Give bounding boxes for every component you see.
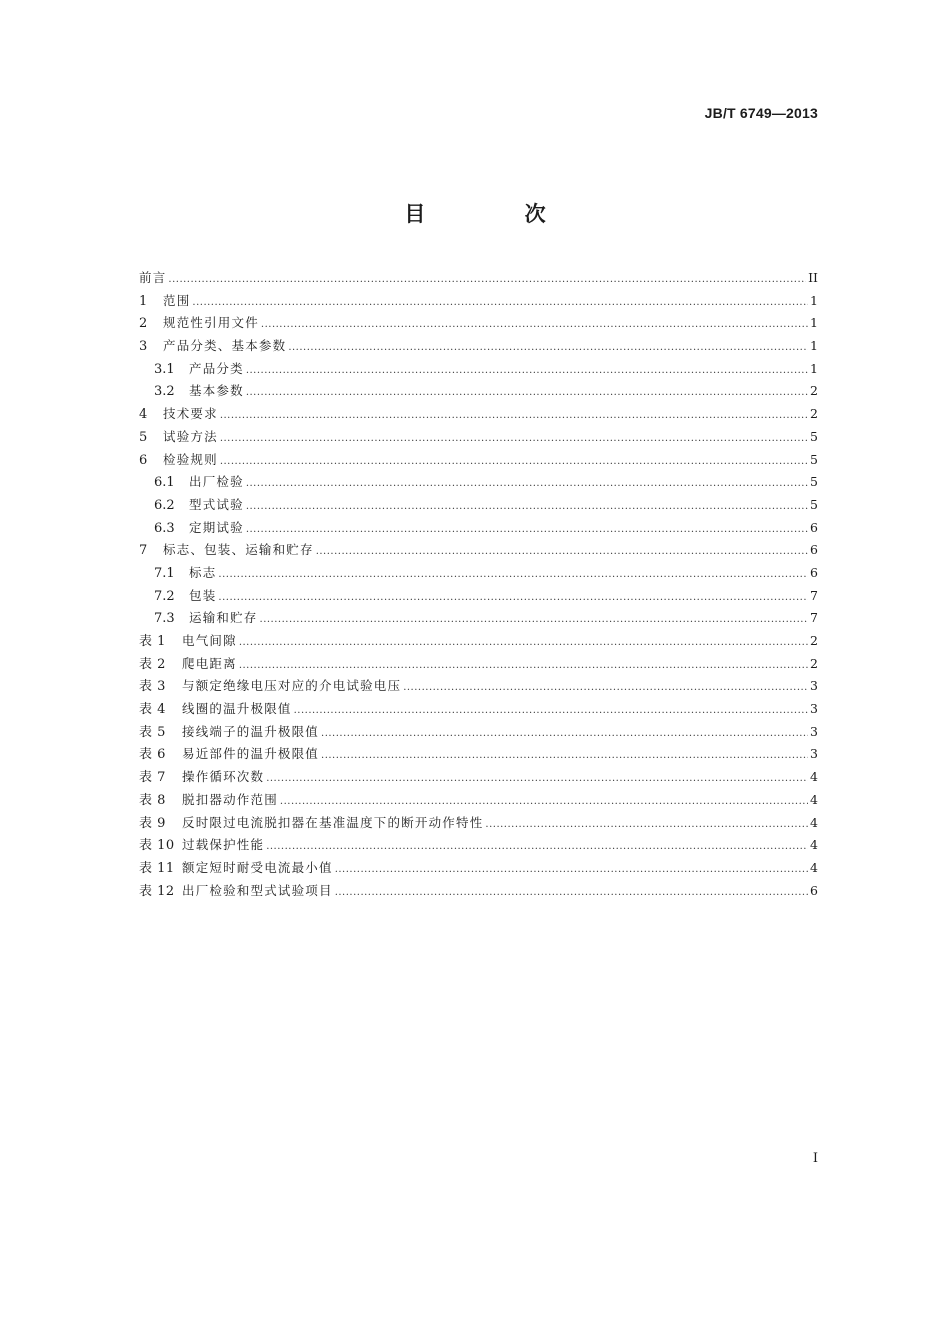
toc-entry-page: 1 <box>810 315 818 331</box>
toc-entry-title: 运输和贮存 <box>189 610 258 626</box>
toc-entry-number: 表 5 <box>139 724 166 740</box>
toc-entry-number: 表 3 <box>139 679 166 695</box>
toc-leader-dots <box>485 814 808 837</box>
toc-entry-number: 2 <box>139 316 148 332</box>
toc-entry-title: 定期试验 <box>189 519 244 535</box>
document-code: JB/T 6749—2013 <box>704 105 818 121</box>
toc-entry[interactable] <box>139 471 818 494</box>
toc-entry-number: 6 <box>139 452 148 468</box>
toc-entry-page: 1 <box>810 360 818 376</box>
toc-entry[interactable] <box>139 653 818 676</box>
toc-entry-title: 接线端子的温升极限值 <box>182 723 320 739</box>
toc-entry-title: 范围 <box>163 292 191 308</box>
toc-entry-title: 脱扣器动作范围 <box>182 791 278 807</box>
toc-entry-page: 7 <box>810 587 818 603</box>
toc-leader-dots <box>321 745 808 768</box>
toc-entry[interactable] <box>139 403 818 426</box>
toc-entry[interactable] <box>139 267 818 290</box>
toc-entry-title: 型式试验 <box>189 496 244 512</box>
toc-entry-number: 表 4 <box>139 702 166 718</box>
toc-entry-title: 过载保护性能 <box>182 837 265 853</box>
toc-entry-title: 操作循环次数 <box>182 769 265 785</box>
table-of-contents <box>139 267 818 902</box>
toc-entry-number: 5 <box>139 429 148 445</box>
toc-entry[interactable] <box>139 789 818 812</box>
toc-leader-dots <box>220 428 808 451</box>
toc-leader-dots <box>168 269 806 292</box>
toc-entry[interactable] <box>139 834 818 857</box>
toc-leader-dots <box>288 337 808 360</box>
toc-entry-number: 6.3 <box>154 520 175 536</box>
toc-leader-dots <box>335 882 808 905</box>
toc-entry-number: 7.1 <box>154 565 175 581</box>
toc-entry[interactable] <box>139 290 818 313</box>
toc-entry-number: 表 8 <box>139 792 166 808</box>
toc-entry[interactable] <box>139 335 818 358</box>
toc-entry-number: 表 7 <box>139 770 166 786</box>
toc-entry-page: 3 <box>810 701 818 717</box>
toc-entry[interactable] <box>139 721 818 744</box>
toc-entry[interactable] <box>139 585 818 608</box>
toc-leader-dots <box>192 292 808 315</box>
toc-entry-title: 规范性引用文件 <box>163 315 259 331</box>
toc-entry-page: 4 <box>810 859 818 875</box>
toc-entry-title: 电气间隙 <box>182 633 237 648</box>
toc-entry[interactable] <box>139 743 818 766</box>
toc-entry[interactable] <box>139 517 818 540</box>
toc-leader-dots <box>335 859 808 882</box>
toc-entry-title: 反时限过电流脱扣器在基准温度下的断开动作特性 <box>182 814 484 830</box>
toc-entry[interactable] <box>139 698 818 721</box>
toc-leader-dots <box>266 836 808 859</box>
toc-entry-title: 包装 <box>189 587 217 603</box>
page-title: 目 次 <box>404 202 592 226</box>
toc-leader-dots <box>220 451 808 474</box>
toc-entry-number: 3 <box>139 339 148 355</box>
toc-entry-number: 表 1 <box>139 634 166 649</box>
toc-entry-page: 6 <box>810 882 818 898</box>
toc-leader-dots <box>321 723 808 746</box>
toc-entry-number: 1 <box>139 293 148 309</box>
toc-entry-number: 7 <box>139 543 148 559</box>
toc-entry-page: 3 <box>810 746 818 762</box>
toc-entry-title: 基本参数 <box>189 383 244 399</box>
toc-entry-page: 4 <box>810 837 818 853</box>
toc-entry-page: 2 <box>810 406 818 422</box>
toc-entry-page: 1 <box>810 338 818 354</box>
toc-entry-number: 3.1 <box>154 361 175 377</box>
toc-entry-number: 表 6 <box>139 747 166 763</box>
toc-entry-page: 4 <box>810 769 818 785</box>
toc-entry[interactable] <box>139 880 818 903</box>
toc-entry-page: 3 <box>810 678 818 694</box>
toc-entry-page: 5 <box>810 428 818 444</box>
toc-entry-title: 技术要求 <box>163 406 218 422</box>
toc-leader-dots <box>246 382 808 405</box>
toc-entry-number: 6.1 <box>154 475 175 491</box>
toc-entry-page: 6 <box>810 564 818 580</box>
toc-leader-dots <box>261 314 808 337</box>
toc-entry-title: 额定短时耐受电流最小值 <box>182 859 333 875</box>
toc-leader-dots <box>316 541 808 564</box>
toc-entry-page: II <box>808 270 818 285</box>
toc-entry-title: 产品分类、基本参数 <box>163 338 287 354</box>
toc-leader-dots <box>239 655 808 678</box>
toc-entry-page: 2 <box>810 383 818 399</box>
toc-leader-dots <box>239 632 808 655</box>
toc-entry-number: 6.2 <box>154 497 175 513</box>
toc-leader-dots <box>403 677 808 700</box>
toc-entry-page: 6 <box>810 519 818 535</box>
toc-entry[interactable] <box>139 607 818 630</box>
toc-entry-number: 表 2 <box>139 656 166 672</box>
toc-entry-page: 1 <box>810 292 818 308</box>
toc-leader-dots <box>246 519 808 542</box>
toc-entry-number: 7.3 <box>154 611 175 627</box>
toc-leader-dots <box>220 405 808 428</box>
toc-entry[interactable] <box>139 539 818 562</box>
toc-entry-title: 出厂检验 <box>189 474 244 490</box>
toc-entry[interactable] <box>139 380 818 403</box>
page-number: I <box>812 1151 818 1166</box>
toc-entry-page: 2 <box>810 633 818 648</box>
toc-entry-number: 7.2 <box>154 588 175 604</box>
toc-entry-title: 与额定绝缘电压对应的介电试验电压 <box>182 678 402 694</box>
toc-entry[interactable] <box>139 312 818 335</box>
toc-entry-number: 3.2 <box>154 384 175 400</box>
toc-entry-number: 表 11 <box>139 860 175 876</box>
toc-leader-dots <box>266 768 808 791</box>
toc-entry-page: 3 <box>810 723 818 739</box>
toc-entry-title: 出厂检验和型式试验项目 <box>182 882 333 898</box>
toc-leader-dots <box>294 700 808 723</box>
toc-entry-page: 6 <box>810 542 818 558</box>
toc-entry[interactable] <box>139 494 818 517</box>
toc-entry-title: 标志、包装、运输和贮存 <box>163 542 314 558</box>
toc-entry-title: 前言 <box>139 270 167 285</box>
toc-entry-title: 易近部件的温升极限值 <box>182 746 320 762</box>
toc-entry-number: 表 9 <box>139 815 166 831</box>
toc-entry-number: 表 10 <box>139 838 175 854</box>
toc-entry-number: 表 12 <box>139 883 175 899</box>
toc-leader-dots <box>280 791 808 814</box>
toc-leader-dots <box>218 587 808 610</box>
toc-entry-number: 4 <box>139 407 148 423</box>
toc-entry-title: 产品分类 <box>189 360 244 376</box>
toc-entry[interactable] <box>139 630 818 653</box>
toc-entry[interactable] <box>139 562 818 585</box>
toc-entry[interactable] <box>139 857 818 880</box>
toc-entry[interactable] <box>139 766 818 789</box>
toc-entry-title: 标志 <box>189 564 217 580</box>
toc-leader-dots <box>218 564 808 587</box>
toc-entry-page: 5 <box>810 451 818 467</box>
toc-entry[interactable] <box>139 358 818 381</box>
toc-leader-dots <box>260 609 808 632</box>
toc-entry-title: 检验规则 <box>163 451 218 467</box>
toc-entry-page: 5 <box>810 496 818 512</box>
toc-entry[interactable] <box>139 449 818 472</box>
toc-entry-title: 爬电距离 <box>182 655 237 671</box>
toc-entry-page: 2 <box>810 655 818 671</box>
toc-leader-dots <box>246 496 808 519</box>
toc-leader-dots <box>246 360 808 383</box>
toc-entry[interactable] <box>139 812 818 835</box>
toc-entry-page: 7 <box>810 610 818 626</box>
toc-entry-title: 试验方法 <box>163 428 218 444</box>
toc-leader-dots <box>246 473 808 496</box>
toc-entry-title: 线圈的温升极限值 <box>182 701 292 717</box>
toc-entry-page: 4 <box>810 814 818 830</box>
toc-entry[interactable] <box>139 426 818 449</box>
toc-entry-page: 5 <box>810 474 818 490</box>
toc-entry-page: 4 <box>810 791 818 807</box>
toc-entry[interactable] <box>139 675 818 698</box>
